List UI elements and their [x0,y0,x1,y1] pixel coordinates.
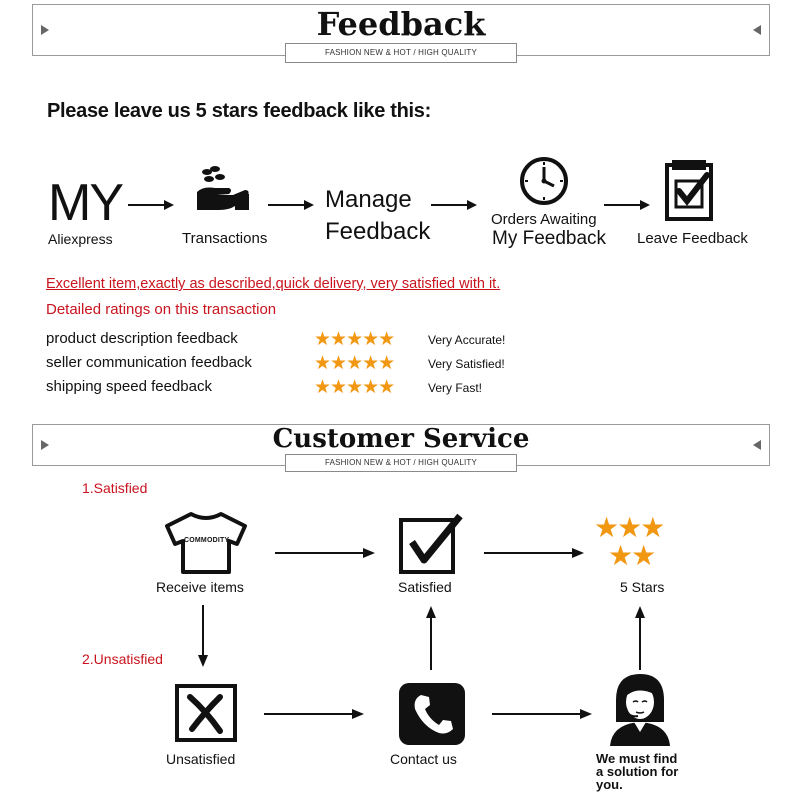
manage-label: Manage [325,186,412,213]
clock-icon [518,155,570,207]
arrow-icon [268,198,314,212]
rating-value-shipping: Very Fast! [428,381,483,395]
my-feedback-label: My Feedback [492,228,607,249]
feedback-banner [32,4,770,56]
hand-coins-icon [193,164,253,214]
arrow-icon [264,707,364,721]
example-comment: Excellent item,exactly as described,quick delivery, very satisfied with it. [46,276,501,292]
leave-feedback-label: Leave Feedback [637,230,748,247]
rating-stars-shipping: ★★★★★ [314,377,395,398]
rating-stars-seller: ★★★★★ [314,353,395,374]
x-box-icon [174,683,238,743]
orders-awaiting-label: Orders Awaiting [491,211,597,228]
solution-line-2: a solution for [596,764,679,779]
arrow-icon [128,198,174,212]
arrow-icon [424,606,438,670]
receive-items-label: Receive items [156,579,244,595]
arrow-icon [484,546,584,560]
instruction-text: Please leave us 5 stars feedback like this: [47,100,431,122]
customer-service-banner [32,424,770,466]
commodity-tag: COMMODITY [184,537,230,544]
rating-value-product: Very Accurate! [428,333,506,347]
phone-icon [399,683,465,745]
support-agent-icon [608,672,672,746]
checkbox-icon [398,512,464,574]
transactions-label: Transactions [182,230,268,247]
arrow-icon [492,707,592,721]
arrow-icon [275,546,375,560]
my-label: MY [48,174,122,232]
arrow-icon [431,198,477,212]
clipboard-check-icon [663,157,719,223]
customer-service-tagline: FASHION NEW & HOT / HIGH QUALITY [285,454,517,472]
feedback-step-label: Feedback [325,218,431,245]
aliexpress-label: Aliexpress [48,231,113,247]
ratings-heading: Detailed ratings on this transaction [46,301,277,318]
contact-us-label: Contact us [390,751,457,767]
arrow-icon [604,198,650,212]
stars-icon: ★★★ ★★ [594,512,664,571]
arrow-icon [196,605,210,667]
solution-line-1: We must find [596,751,678,766]
customer-service-title: Customer Service [272,424,530,454]
arrow-icon [633,606,647,670]
solution-line-3: you. [596,777,623,792]
rating-label-shipping: shipping speed feedback [46,378,212,395]
rating-stars-product: ★★★★★ [314,329,395,350]
unsatisfied-label: Unsatisfied [166,751,236,767]
rating-label-product: product description feedback [46,330,238,347]
five-stars-label: 5 Stars [620,579,665,595]
rating-value-seller: Very Satisfied! [428,357,505,371]
satisfied-heading: 1.Satisfied [82,480,148,496]
unsatisfied-heading: 2.Unsatisfied [82,651,163,667]
feedback-tagline: FASHION NEW & HOT / HIGH QUALITY [285,43,517,63]
satisfied-label: Satisfied [398,579,452,595]
rating-label-seller: seller communication feedback [46,354,252,371]
feedback-title: Feedback [316,5,486,43]
